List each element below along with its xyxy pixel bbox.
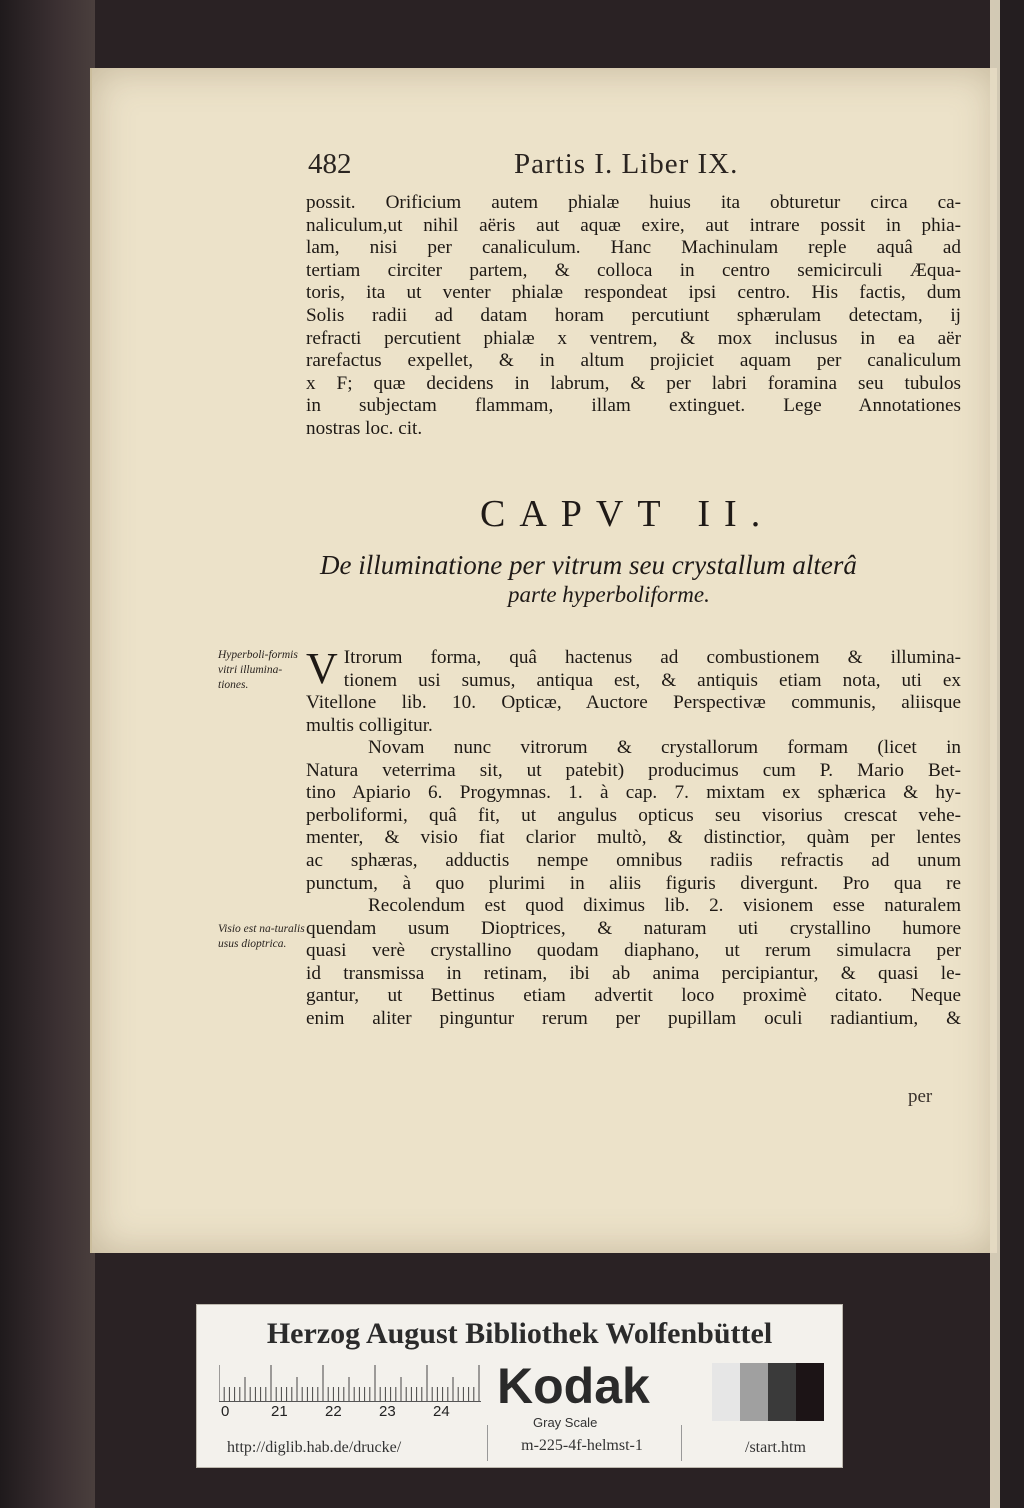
- ruler-number: 22: [325, 1403, 342, 1420]
- text-line: multis colligitur.: [306, 714, 433, 736]
- ruler-number: 21: [271, 1403, 288, 1420]
- text-line: menter, & visio fiat clarior multò, & distinctior, quàm per lentes: [306, 827, 961, 849]
- gray-scale-swatches: [712, 1363, 824, 1421]
- text-line: id transmissa in retinam, ibi ab anima percipiantur, & quasi le-: [306, 962, 961, 984]
- margin-note-visio: Visio est na-turalis usus dioptrica.: [218, 923, 305, 950]
- ruler-number: 24: [433, 1403, 450, 1420]
- text-line: toris, ita ut venter phialæ respondeat ipsi centro. His factis, dum: [306, 282, 961, 304]
- text-line: enim aliter pinguntur rerum per pupillam oculi radiantium, &: [306, 1007, 961, 1029]
- library-banner: [196, 1304, 843, 1468]
- gray-swatch: [712, 1363, 740, 1421]
- text-line: punctum, à quo plurimi in aliis figuris divergunt. Pro qua re: [306, 872, 961, 894]
- text-line: Vitellone lib. 10. Opticæ, Auctore Perspectivæ communis, aliisque: [306, 692, 961, 714]
- text-line: refracti percutient phialæ x ventrem, & mox inclusus in ea aër: [306, 327, 961, 349]
- text-line: Natura veterrima sit, ut patebit) producimus cum P. Mario Bet-: [306, 759, 961, 781]
- text-line: in subjectam flammam, illam extinguet. Lege Annotationes: [306, 395, 961, 417]
- running-head-title: Partis I. Liber IX.: [514, 148, 739, 180]
- text-line: gantur, ut Bettinus etiam advertit loco proximè citato. Neque: [306, 985, 961, 1007]
- text-line: Novam nunc vitrorum & crystallorum formam (licet in: [368, 737, 961, 758]
- text-line: naliculum,ut nihil aëris aut aquæ exire, aut intrare possit in phia-: [306, 214, 961, 236]
- text-line: tertiam circiter partem, & colloca in centro semicirculi Æqua-: [306, 259, 961, 281]
- kodak-logo: Kodak: [497, 1358, 650, 1414]
- text-line: Solis radii ad datam horam percutiunt sphærulam detectam, ij: [306, 304, 961, 326]
- ruler-number: 0: [221, 1403, 230, 1420]
- gray-swatch: [768, 1363, 796, 1421]
- text-line: nostras loc. cit.: [306, 417, 423, 439]
- paragraph-2: [306, 737, 961, 895]
- url-left: http://diglib.hab.de/drucke/: [227, 1439, 402, 1456]
- chapter-title-line1: De illuminatione per vitrum seu crystallum alterâ: [320, 550, 857, 580]
- divider: [681, 1425, 682, 1461]
- text-line: quasi verè crystallino quodam diaphano, ut rerum simulacra per: [306, 940, 961, 962]
- gray-swatch: [796, 1363, 824, 1421]
- ruler-number: 23: [379, 1403, 396, 1420]
- library-name: Herzog August Bibliothek Wolfenbüttel: [266, 1317, 773, 1350]
- paragraph-3: [306, 895, 961, 1031]
- paragraph-1: [306, 644, 961, 737]
- page-number: 482: [308, 148, 352, 180]
- margin-note-hyperboliformis: Hyperboli-formis vitri illumina-tiones.: [218, 649, 298, 691]
- gray-swatch: [740, 1363, 768, 1421]
- page-edge: [990, 0, 1000, 1508]
- divider: [487, 1425, 488, 1461]
- url-right: /start.htm: [745, 1439, 806, 1456]
- text-line: Recolendum est quod diximus lib. 2. visionem esse naturalem: [368, 895, 961, 916]
- shelfmark: m-225-4f-helmst-1: [521, 1437, 643, 1454]
- text-line: tionem usi sumus, antiqua est, & antiquis etiam nota, uti ex: [343, 669, 961, 691]
- catchword: per: [908, 1086, 933, 1107]
- text-line: tino Apiario 6. Progymnas. 1. à cap. 7. mixtam ex sphærica & hy-: [306, 782, 961, 804]
- ruler-scale: [219, 1365, 481, 1402]
- gray-scale-label: Gray Scale: [533, 1415, 598, 1430]
- text-line: lam, nisi per canaliculum. Hanc Machinulam reple aquâ ad: [306, 237, 961, 259]
- text-block-1: [306, 192, 961, 441]
- text-line: possit. Orificium autem phialæ huius ita obturetur circa ca-: [306, 192, 961, 213]
- text-line: perboliformi, quâ fit, ut angulus opticus seu visorius crescat vehe-: [306, 804, 961, 826]
- chapter-title-line2: parte hyperboliforme.: [508, 582, 710, 607]
- text-line: Itrorum forma, quâ hactenus ad combustionem & illumina-: [343, 647, 961, 668]
- scan-background-left: [0, 0, 95, 1508]
- drop-cap: V: [306, 644, 338, 693]
- text-line: rarefactus expellet, & in altum projiciet aquam per canaliculum: [306, 350, 961, 372]
- text-line: ac sphæras, adductis nempe omnibus radiis refractis ad unum: [306, 849, 961, 871]
- text-line: quendam usum Dioptrices, & naturam uti crystallino humore: [306, 917, 961, 939]
- chapter-heading: CAPVT II.: [480, 493, 775, 535]
- text-line: x F; quæ decidens in labrum, & per labri foramina seu tubulos: [306, 372, 961, 394]
